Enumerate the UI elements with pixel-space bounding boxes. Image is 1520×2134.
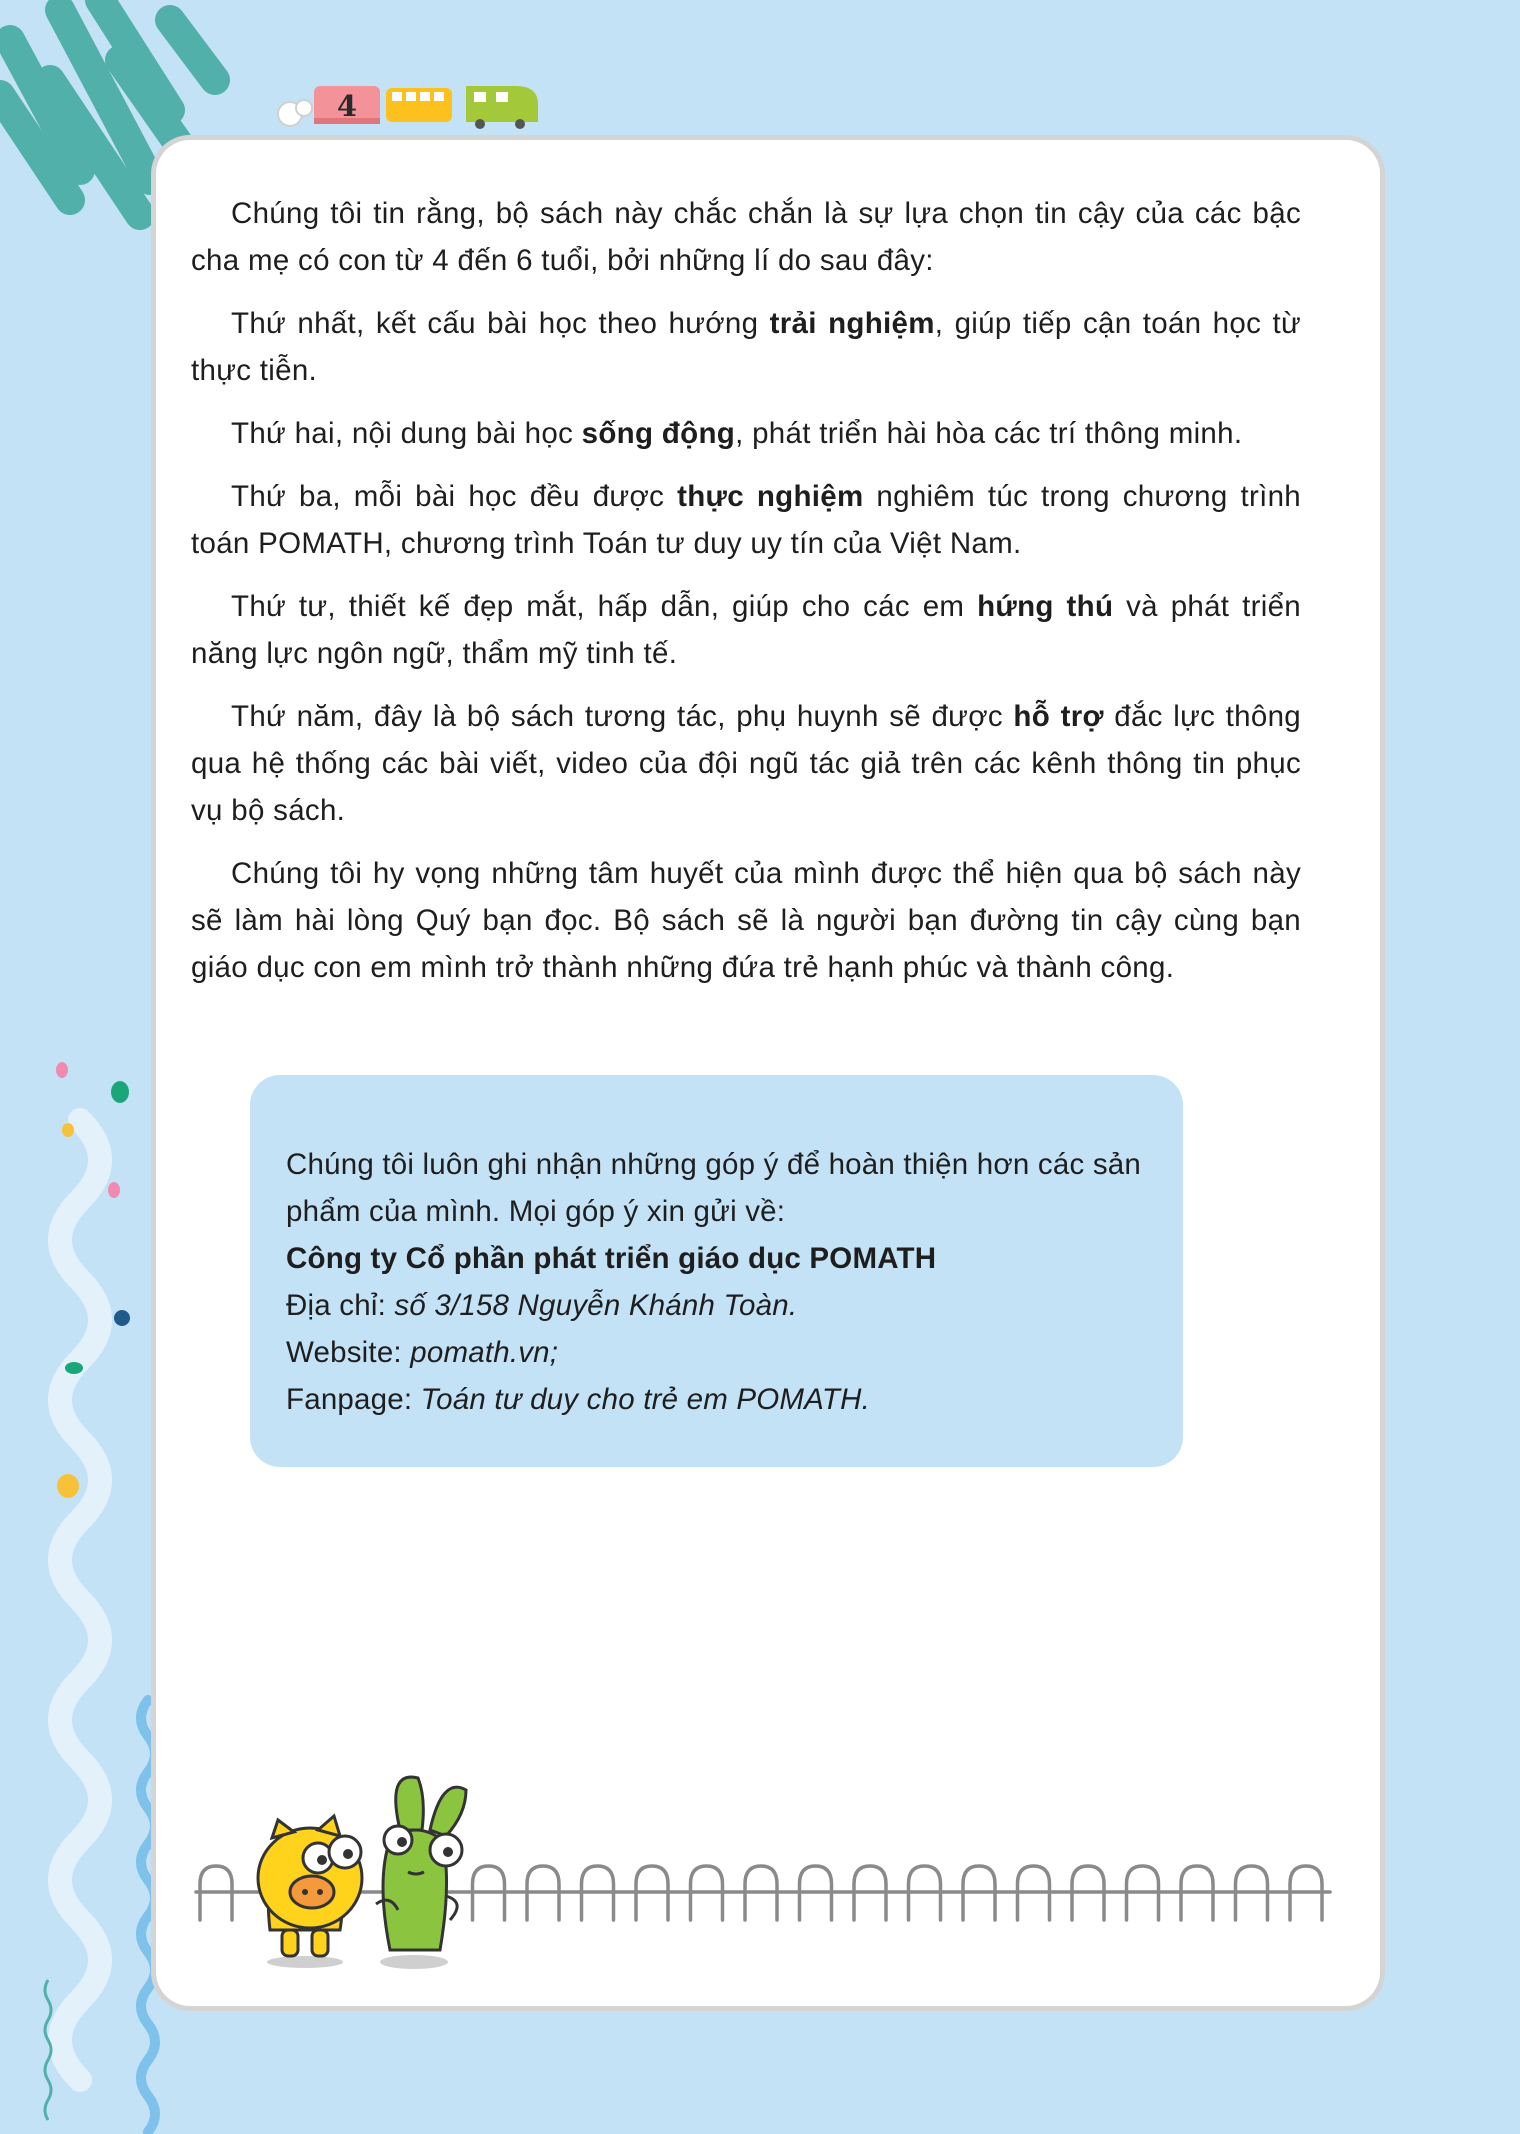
paragraph: Thứ ba, mỗi bài học đều được thực nghiệm nghiêm túc trong chương trình toán POMATH, chương trình Toán tư duy uy tín của Việt Nam.: [191, 480, 1301, 560]
paragraph: Thứ hai, nội dung bài học sống động, phát triển hài hòa các trí thông minh.: [231, 417, 1243, 450]
paragraph: Thứ năm, đây là bộ sách tương tác, phụ huynh sẽ được hỗ trợ đắc lực thông qua hệ thống các bài viết, video của đội ngũ tác giả trên các kênh thông tin phục vụ bộ sách.: [191, 700, 1302, 827]
pig-character: [258, 1816, 362, 1968]
website-line: Website: pomath.vn;: [286, 1336, 559, 1369]
fence: [196, 1866, 1330, 1920]
paragraph: Thứ tư, thiết kế đẹp mắt, hấp dẫn, giúp cho các em hứng thú và phát triển năng lực ngôn ngữ, thẩm mỹ tinh tế.: [191, 590, 1301, 670]
company-name: Công ty Cổ phần phát triển giáo dục POMATH: [286, 1242, 937, 1275]
paragraph: Chúng tôi tin rằng, bộ sách này chắc chắn là sự lựa chọn tin cậy của các bậc cha mẹ có con từ 4 đến 6 tuổi, bởi những lí do sau đây:: [191, 197, 1301, 277]
paragraph: Thứ nhất, kết cấu bài học theo hướng trải nghiệm, giúp tiếp cận toán học từ thực tiễn.: [191, 307, 1302, 387]
paragraph: Chúng tôi hy vọng những tâm huyết của mình được thể hiện qua bộ sách này sẽ làm hài lòng Quý bạn đọc. Bộ sách sẽ là người bạn đường tin cậy cùng bạn giáo dục con em mình trở thành những đứa trẻ hạnh phúc và thành công.: [191, 857, 1301, 984]
info-intro: Chúng tôi luôn ghi nhận những góp ý để hoàn thiện hơn các sản phẩm của mình. Mọi góp ý xin gửi về:: [286, 1148, 1141, 1228]
fanpage-line: Fanpage: Toán tư duy cho trẻ em POMATH.: [286, 1383, 870, 1416]
rabbit-character: [376, 1777, 466, 1969]
page-number: 4: [336, 89, 358, 123]
address-line: Địa chỉ: số 3/158 Nguyễn Khánh Toàn.: [286, 1289, 798, 1322]
